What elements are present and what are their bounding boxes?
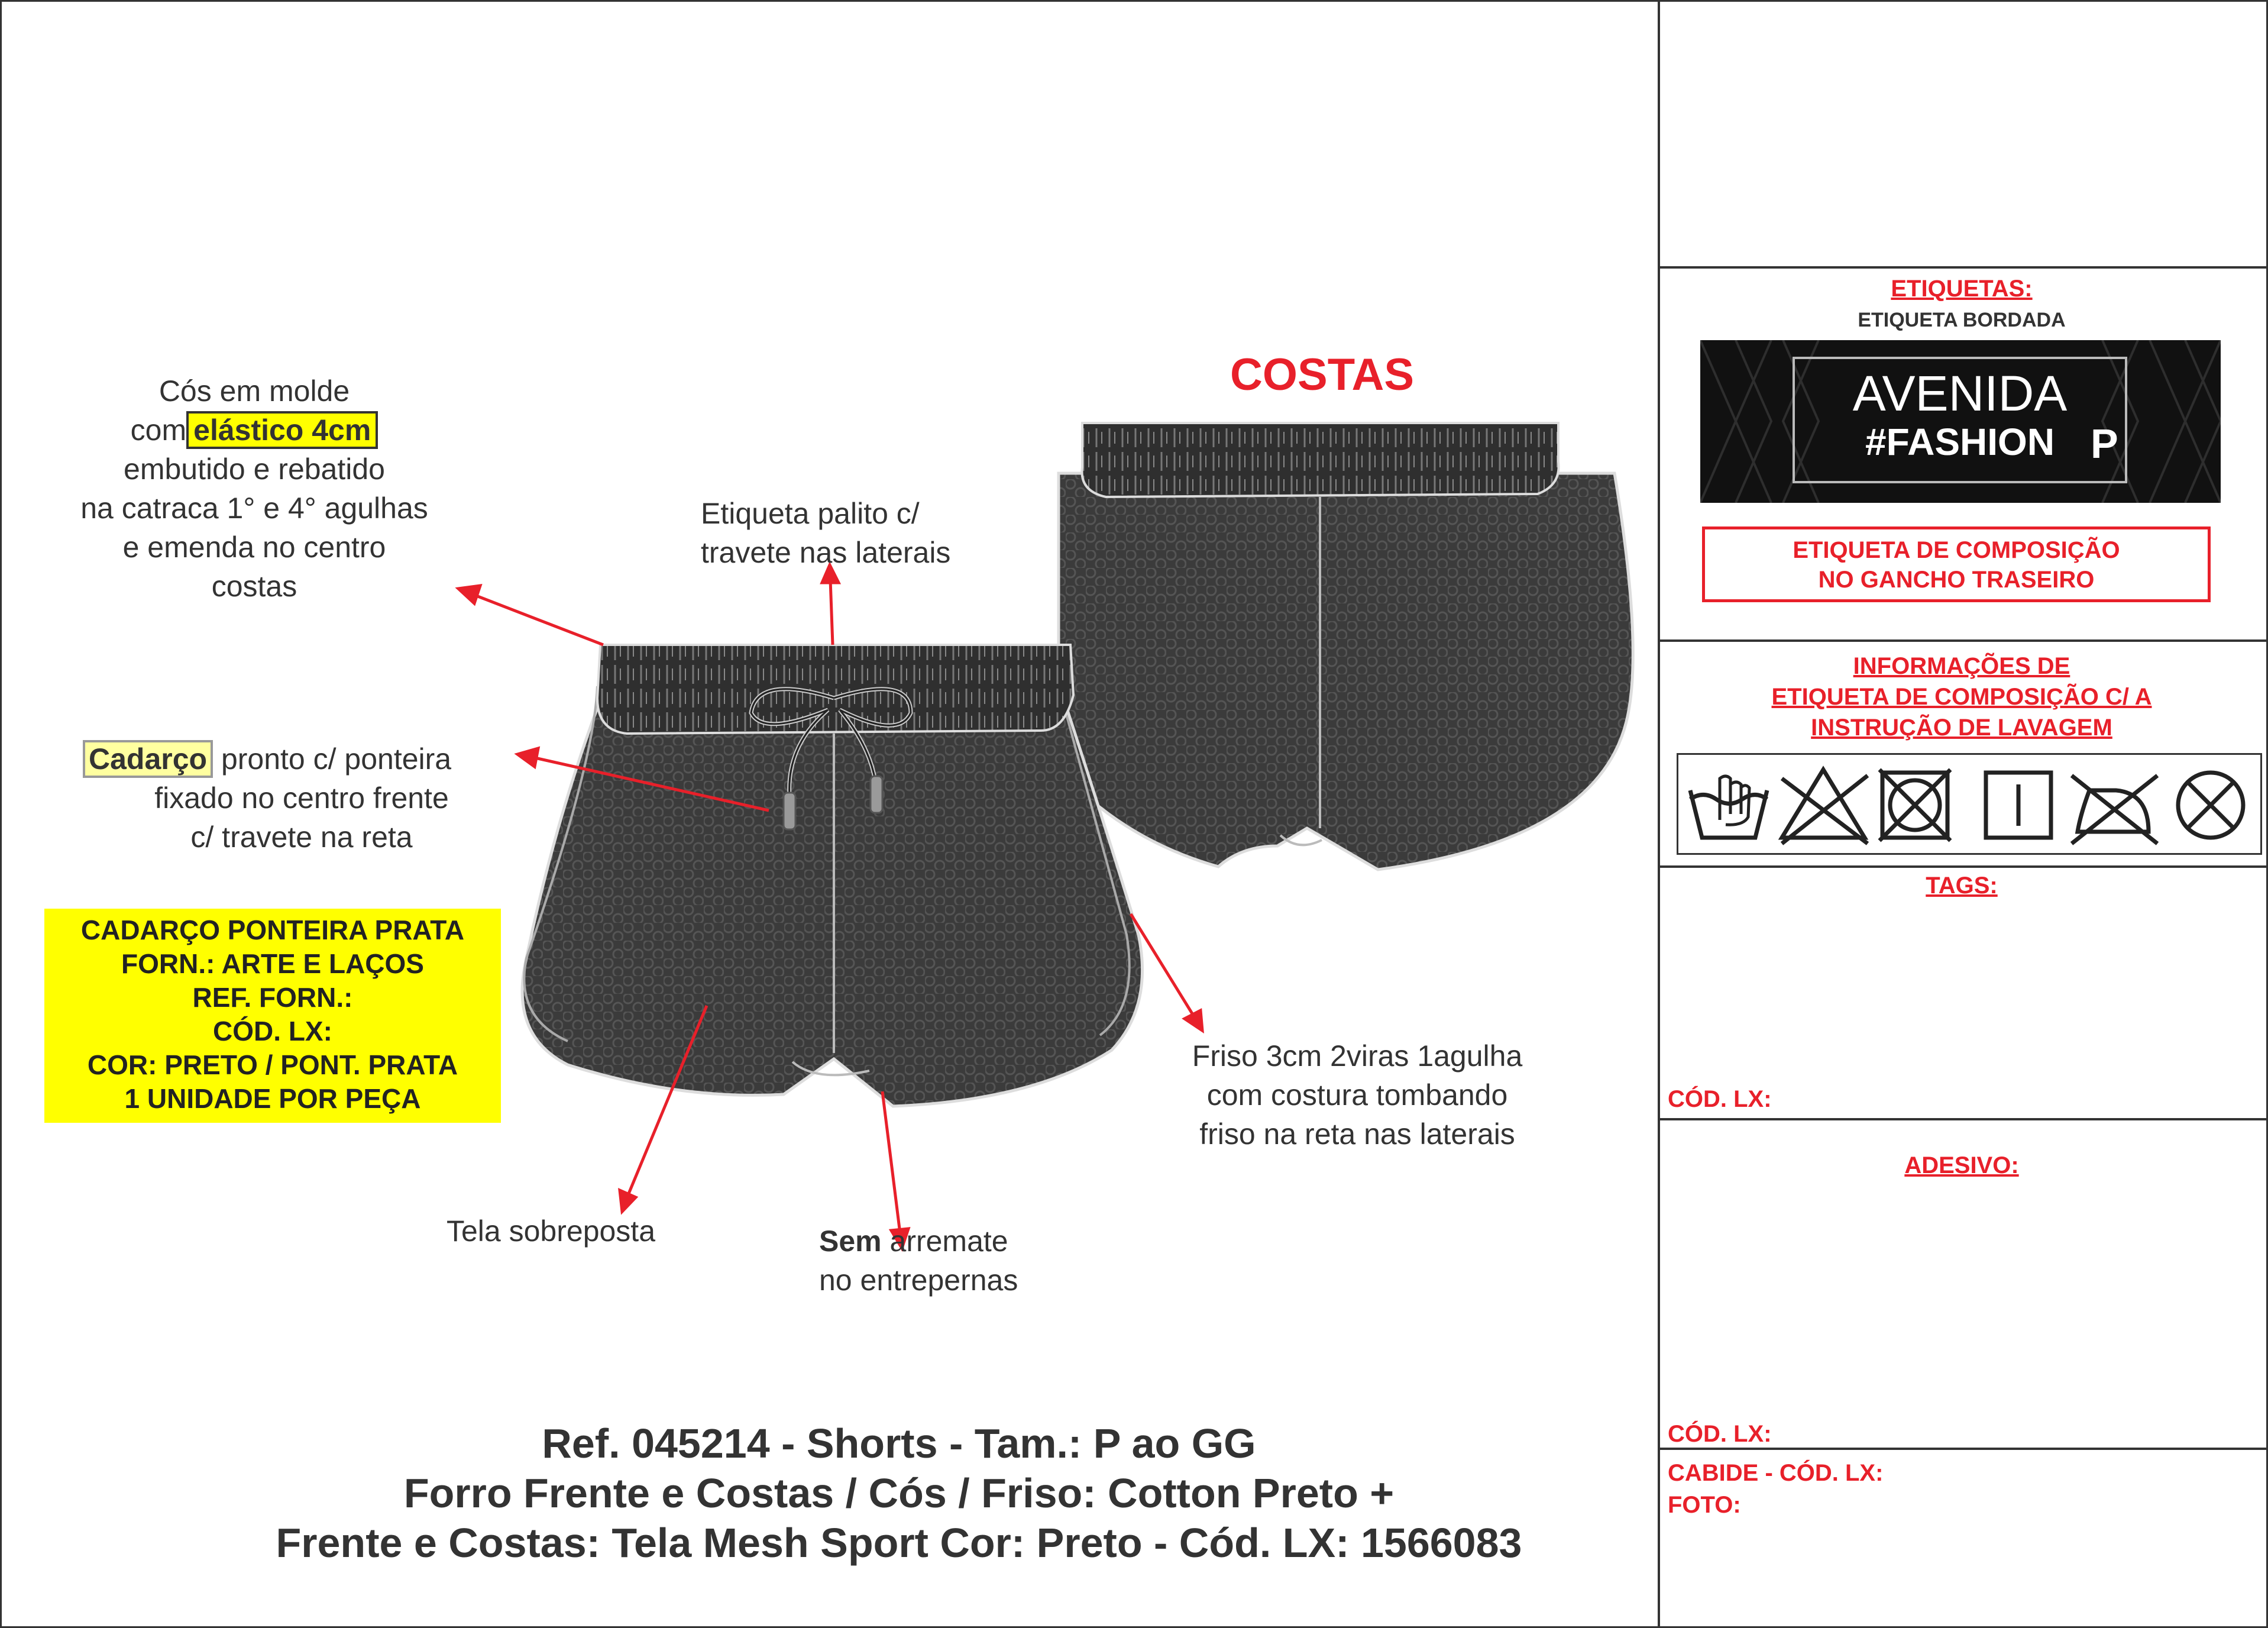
cadarco-box-line: CÓD. LX: [213, 1016, 332, 1046]
note-cos-line1: Cós em molde [158, 374, 350, 408]
note-tela: Tela sobreposta [447, 1214, 656, 1248]
tags-title: TAGS: [1926, 873, 1998, 899]
hand-wash-icon [1690, 776, 1767, 838]
costas-title: COSTAS [1230, 350, 1415, 400]
no-tumble-dry-icon [1879, 770, 1950, 841]
note-cos-line3: embutido e rebatido [124, 453, 385, 486]
note-cadarco-line3: c/ travete na reta [190, 821, 413, 854]
note-sem-line2: no entrepernas [819, 1264, 1018, 1297]
no-iron-icon [2072, 776, 2157, 844]
informacoes-line3: INSTRUÇÃO DE LAVAGEM [1811, 715, 2112, 741]
shorts-front-drawing [522, 645, 1143, 1106]
care-symbols-svg [1678, 755, 2264, 857]
informacoes-line1: INFORMAÇÕES DE [1853, 653, 2070, 679]
note-etiqueta-line1: Etiqueta palito c/ [701, 497, 920, 530]
note-etiqueta-palito [701, 494, 950, 572]
footer-line3: Frente e Costas: Tela Mesh Sport Cor: Preto - Cód. LX: 1566083 [276, 1520, 1522, 1566]
note-cadarco [83, 739, 520, 857]
note-cos-prefix: com [130, 414, 187, 447]
note-friso-line2: com costura tombando [1206, 1078, 1508, 1112]
note-etiqueta-line2: travete nas laterais [701, 536, 951, 569]
adesivo-cod-lx: CÓD. LX: [1668, 1421, 1772, 1447]
footer-line1: Ref. 045214 - Shorts - Tam.: P ao GG [542, 1420, 1256, 1467]
note-sem-line1 [819, 1222, 1018, 1261]
note-cos-line6: costas [211, 570, 297, 603]
adesivo-title: ADESIVO: [1904, 1152, 2019, 1178]
composicao-box [1702, 526, 2211, 602]
note-friso-line1: Friso 3cm 2viras 1agulha [1192, 1039, 1523, 1073]
shorts-back-drawing [1059, 423, 1633, 870]
cadarco-box-line: 1 UNIDADE POR PEÇA [124, 1083, 421, 1114]
care-symbols [1677, 753, 2262, 855]
note-cadarco-rest: pronto c/ ponteira [213, 742, 452, 776]
note-friso-line3: friso na reta nas laterais [1199, 1117, 1515, 1151]
brand-hashtag: #FASHION [1865, 421, 2055, 463]
note-sem-arremate [819, 1222, 1018, 1300]
note-cos [35, 372, 473, 606]
note-cos-line2 [35, 411, 473, 450]
note-sem-rest: arremate [881, 1225, 1008, 1258]
cadarco-box-line: REF. FORN.: [192, 982, 353, 1013]
tags-cod-lx: CÓD. LX: [1668, 1086, 1772, 1112]
composicao-line2: NO GANCHO TRASEIRO [1818, 567, 2095, 593]
note-cos-line4: na catraca 1° e 4° agulhas [80, 492, 428, 525]
etiqueta-bordada-label: ETIQUETA BORDADA [1858, 309, 2066, 331]
brand-size: P [2091, 421, 2118, 467]
informacoes-block [1660, 651, 2263, 743]
cadarco-supplier-box [44, 909, 501, 1123]
note-friso [1147, 1036, 1567, 1154]
cadarco-box-line: CADARÇO PONTEIRA PRATA [80, 915, 465, 945]
note-cadarco-line1 [83, 739, 520, 779]
line-dry-icon [1986, 773, 2051, 838]
no-bleach-icon [1782, 770, 1868, 844]
etiquetas-title: ETIQUETAS: [1891, 276, 2033, 302]
note-sem-bold: Sem [819, 1225, 882, 1258]
composicao-line1: ETIQUETA DE COMPOSIÇÃO [1793, 537, 2120, 563]
foto-label: FOTO: [1668, 1492, 1741, 1518]
cadarco-box-line: FORN.: ARTE E LAÇOS [121, 948, 424, 979]
brand-name: AVENIDA [1852, 366, 2068, 421]
cadarco-highlight: Cadarço [83, 740, 213, 778]
informacoes-line2: ETIQUETA DE COMPOSIÇÃO C/ A [1771, 684, 2152, 710]
cabide-label: CABIDE - CÓD. LX: [1668, 1460, 1884, 1486]
note-cos-line5: e emenda no centro [122, 531, 386, 564]
no-dry-clean-icon [2178, 773, 2243, 838]
footer-line2: Forro Frente e Costas / Cós / Friso: Cotton Preto + [403, 1470, 1395, 1516]
brand-label [1700, 340, 2221, 503]
note-cadarco-line2: fixado no centro frente [154, 781, 449, 815]
elastic-highlight: elástico 4cm [186, 411, 378, 449]
cadarco-box-line: COR: PRETO / PONT. PRATA [87, 1049, 458, 1080]
